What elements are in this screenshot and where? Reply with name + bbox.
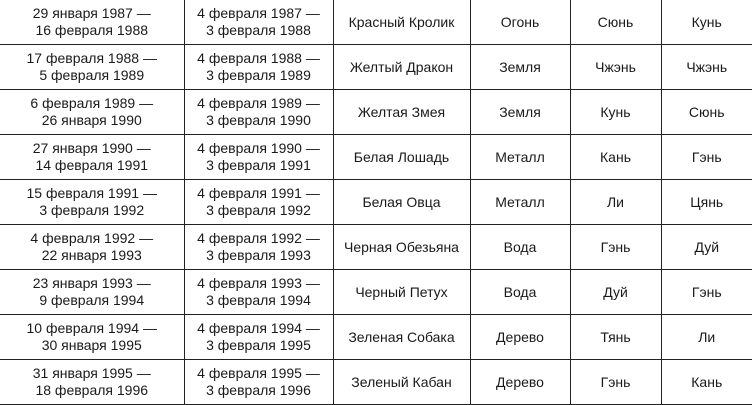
branch-trigram-cell: Гэнь (661, 135, 752, 180)
branch-trigram-cell: Чжэнь (661, 45, 752, 90)
calendar-year-range-cell (0, 90, 184, 135)
calendar-year-range-cell (0, 45, 184, 90)
range-end: 3 февраля 1995 (206, 337, 311, 353)
branch-trigram-cell: Цянь (661, 180, 752, 225)
table-row (0, 90, 752, 135)
element-cell: Металл (470, 135, 570, 180)
element-cell: Вода (470, 270, 570, 315)
range-end: 22 января 1993 (41, 247, 142, 263)
solar-year-range-cell (184, 360, 333, 405)
solar-year-range-cell (184, 315, 333, 360)
stem-trigram-cell: Чжэнь (570, 45, 661, 90)
element-cell: Огонь (470, 0, 570, 45)
table-row (0, 315, 752, 360)
range-start: 4 февраля 1992 — (197, 230, 320, 246)
table-row (0, 360, 752, 405)
calendar-year-range-cell (0, 180, 184, 225)
element-cell: Дерево (470, 315, 570, 360)
stem-trigram-cell: Дуй (570, 270, 661, 315)
range-start: 4 февраля 1991 — (197, 185, 320, 201)
range-end: 3 февраля 1989 (206, 67, 311, 83)
element-cell: Вода (470, 225, 570, 270)
range-start: 15 февраля 1991 — (26, 185, 157, 201)
solar-year-range-cell (184, 45, 333, 90)
range-start: 10 февраля 1994 — (26, 320, 157, 336)
calendar-year-range-cell (0, 360, 184, 405)
solar-year-range-cell (184, 135, 333, 180)
range-start: 23 января 1993 — (32, 275, 151, 291)
range-end: 3 февраля 1991 (206, 157, 311, 173)
animal-cell: Белая Лошадь (333, 135, 470, 180)
range-end: 3 февраля 1996 (206, 382, 311, 398)
solar-year-range-cell (184, 225, 333, 270)
range-end: 3 февраля 1992 (39, 202, 145, 218)
branch-trigram-cell: Ли (661, 315, 752, 360)
animal-cell: Зеленая Собака (333, 315, 470, 360)
range-end: 14 февраля 1991 (35, 157, 149, 173)
animal-cell: Желтый Дракон (333, 45, 470, 90)
stem-trigram-cell: Ли (570, 180, 661, 225)
element-cell: Дерево (470, 360, 570, 405)
animal-cell: Красный Кролик (333, 0, 470, 45)
solar-year-range-cell (184, 270, 333, 315)
range-start: 4 февраля 1990 — (197, 140, 320, 156)
range-start: 31 января 1995 — (32, 365, 151, 381)
calendar-year-range-cell (0, 0, 184, 45)
stem-trigram-cell: Кунь (570, 90, 661, 135)
calendar-year-range-cell (0, 315, 184, 360)
range-start: 4 февраля 1987 — (197, 5, 320, 21)
element-cell: Земля (470, 45, 570, 90)
branch-trigram-cell: Сюнь (661, 90, 752, 135)
calendar-year-range-cell (0, 270, 184, 315)
branch-trigram-cell: Гэнь (661, 270, 752, 315)
table-row (0, 180, 752, 225)
range-start: 29 января 1987 — (32, 5, 151, 21)
stem-trigram-cell: Кань (570, 135, 661, 180)
range-start: 6 февраля 1989 — (30, 95, 154, 111)
element-cell: Земля (470, 90, 570, 135)
range-end: 9 февраля 1994 (39, 292, 145, 308)
range-start: 4 февраля 1995 — (197, 365, 320, 381)
range-end: 18 февраля 1996 (35, 382, 149, 398)
range-end: 3 февраля 1994 (206, 292, 311, 308)
stem-trigram-cell: Сюнь (570, 0, 661, 45)
calendar-year-range-cell (0, 225, 184, 270)
branch-trigram-cell: Кунь (661, 0, 752, 45)
range-start: 27 января 1990 — (32, 140, 151, 156)
range-end: 3 февраля 1993 (206, 247, 311, 263)
range-end: 30 января 1995 (41, 337, 142, 353)
solar-year-range-cell (184, 90, 333, 135)
range-end: 5 февраля 1989 (39, 67, 145, 83)
table-row (0, 270, 752, 315)
stem-trigram-cell: Гэнь (570, 360, 661, 405)
animal-cell: Черный Петух (333, 270, 470, 315)
range-start: 17 февраля 1988 — (26, 50, 157, 66)
table-row (0, 225, 752, 270)
range-start: 4 февраля 1994 — (197, 320, 320, 336)
range-start: 4 февраля 1992 — (30, 230, 154, 246)
table-row (0, 135, 752, 180)
range-start: 4 февраля 1989 — (197, 95, 320, 111)
range-end: 3 февраля 1990 (206, 112, 311, 128)
stem-trigram-cell: Гэнь (570, 225, 661, 270)
solar-year-range-cell (184, 0, 333, 45)
branch-trigram-cell: Дуй (661, 225, 752, 270)
range-start: 4 февраля 1993 — (197, 275, 320, 291)
range-start: 4 февраля 1988 — (197, 50, 320, 66)
stem-trigram-cell: Тянь (570, 315, 661, 360)
animal-cell: Желтая Змея (333, 90, 470, 135)
animal-cell: Зеленый Кабан (333, 360, 470, 405)
range-end: 26 января 1990 (41, 112, 142, 128)
table-row (0, 0, 752, 45)
range-end: 3 февраля 1992 (206, 202, 311, 218)
animal-cell: Черная Обезьяна (333, 225, 470, 270)
element-cell: Металл (470, 180, 570, 225)
branch-trigram-cell: Кань (661, 360, 752, 405)
calendar-year-range-cell (0, 135, 184, 180)
solar-year-range-cell (184, 180, 333, 225)
table-row (0, 45, 752, 90)
range-end: 16 февраля 1988 (35, 22, 149, 38)
range-end: 3 февраля 1988 (206, 22, 311, 38)
animal-cell: Белая Овца (333, 180, 470, 225)
